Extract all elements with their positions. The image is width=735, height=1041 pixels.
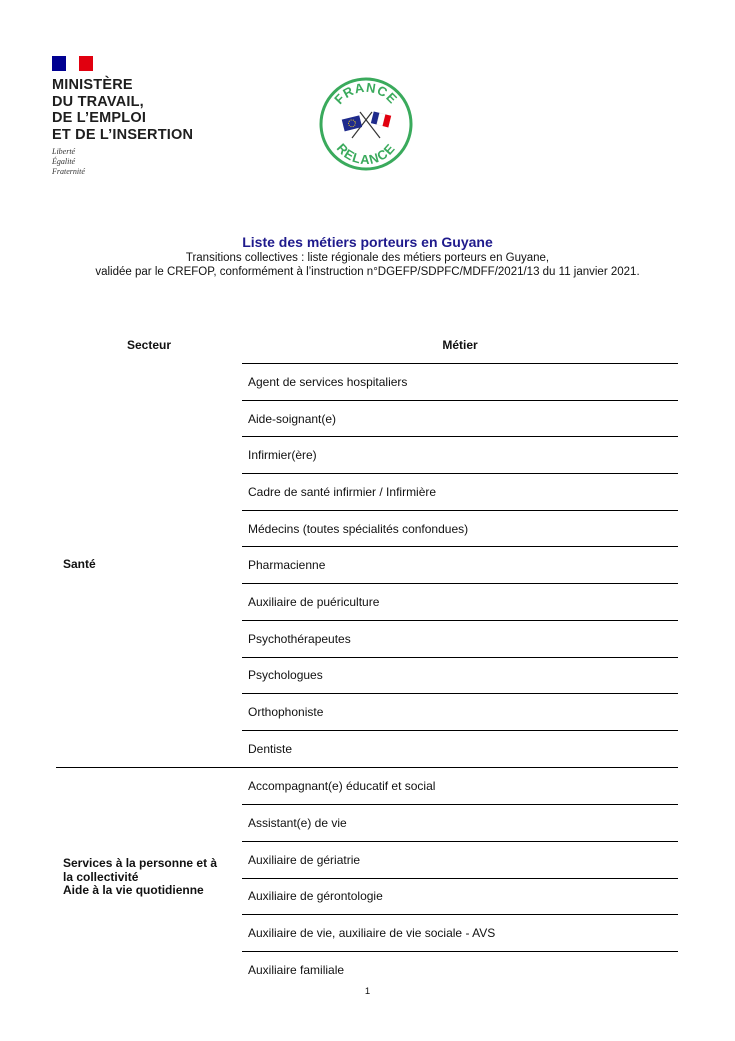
republic-motto [52,147,252,177]
table-row: Orthophoniste [242,693,678,730]
motto-line: Fraternité [52,167,85,176]
motto-line: Liberté [52,147,76,156]
sector-label: Aide à la vie quotidienne [63,883,204,898]
france-relance-logo-icon [318,76,414,172]
table-row: Psychothérapeutes [242,620,678,657]
table-row: Pharmacienne [242,546,678,583]
ministry-line: DE L’EMPLOI [52,110,147,126]
table-row: Agent de services hospitaliers [242,363,678,400]
ministry-name [52,77,252,143]
table-row: Assistant(e) de vie [242,804,678,841]
table-row: Aide-soignant(e) [242,400,678,437]
table-row: Accompagnant(e) éducatif et social [248,778,436,793]
sector-label: la collectivité [63,869,139,884]
ministry-logo [52,56,252,177]
page-number: 1 [364,986,371,997]
column-header-sector: Secteur [126,338,172,352]
table-row: Auxiliaire familiale [242,951,678,988]
job-list [242,768,678,988]
sector-group-sante [56,363,678,767]
table-row: Infirmier(ère) [242,436,678,473]
table-row: Auxiliaire de vie, auxiliaire de vie sociale - AVS [242,914,678,951]
document-subtitle: Transitions collectives : liste régionale des métiers porteurs en Guyane, [185,252,550,264]
table-row: Médecins (toutes spécialités confondues) [242,510,678,547]
ministry-line: ET DE L’INSERTION [52,126,194,143]
sector-group-services [56,767,678,988]
jobs-table [56,327,678,988]
document-title: Liste des métiers porteurs en Guyane [242,234,493,250]
svg-text:FRANCE [331,80,400,107]
seal-bottom-text: RELANCE [333,140,399,168]
motto-line: Égalité [52,157,76,166]
sector-label: Santé [63,557,96,572]
job-list [242,363,678,767]
table-row: Dentiste [242,730,678,767]
ministry-line: DU TRAVAIL, [52,93,144,110]
table-row: Psychologues [242,657,678,694]
table-row: Auxiliaire de puériculture [242,583,678,620]
table-row: Cadre de santé infirmier / Infirmière [242,473,678,510]
table-row: Auxiliaire de gériatrie [242,841,678,878]
document-header [0,234,735,279]
sector-cell [56,768,242,988]
column-header-job: Métier [442,338,478,352]
table-header [56,327,678,363]
ministry-line: MINISTÈRE [52,77,133,93]
french-flag-icon [52,56,93,71]
sector-cell [56,363,242,767]
table-row: Auxiliaire de gérontologie [242,878,678,915]
document-subtitle: validée par le CREFOP, conformément à l’instruction n°DGEFP/SDPFC/MDFF/2021/13 du 11 janvier 2021. [95,266,640,278]
sector-label: Services à la personne et à [63,856,218,871]
seal-top-text: FRANCE [331,79,401,108]
